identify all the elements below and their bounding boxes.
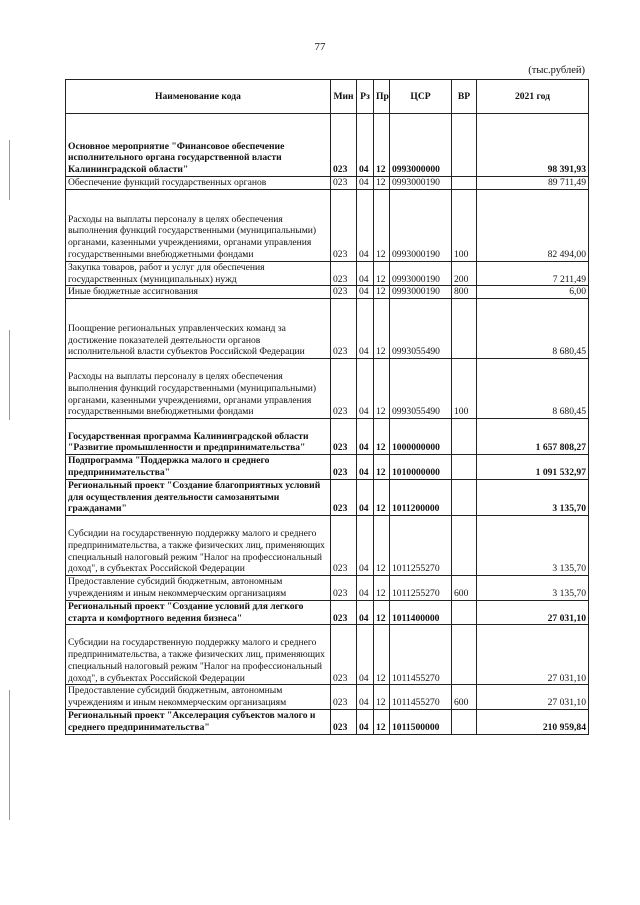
table-body bbox=[66, 114, 589, 735]
row-min-cell: 023 bbox=[331, 576, 357, 601]
table-row bbox=[66, 625, 589, 685]
row-min-cell: 023 bbox=[331, 177, 357, 190]
row-sum-cell: 27 031,10 bbox=[477, 600, 589, 625]
row-name-cell: Предоставление субсидий бюджетным, автономным учреждениям и иным некоммерческим организациям bbox=[66, 576, 331, 601]
table-row bbox=[66, 286, 589, 299]
row-name-cell: Субсидии на государственную поддержку малого и среднего предпринимательства, а также физических лиц, применяющих специальный налоговый режим "Налог на профессиональный доход", в субъектах Российской Федерации bbox=[66, 625, 331, 685]
table-row bbox=[66, 359, 589, 419]
row-min-cell: 023 bbox=[331, 685, 357, 710]
row-rz-cell: 04 bbox=[357, 177, 374, 190]
row-sum-cell: 27 031,10 bbox=[477, 625, 589, 685]
row-name-cell: Региональный проект "Акселерация субъектов малого и среднего предпринимательства" bbox=[66, 709, 331, 734]
row-sum-cell: 3 135,70 bbox=[477, 479, 589, 515]
row-csr-cell: 0993055490 bbox=[390, 299, 452, 359]
row-pr-cell: 12 bbox=[374, 685, 390, 710]
row-sum-cell: 89 711,49 bbox=[477, 177, 589, 190]
row-rz-cell: 04 bbox=[357, 299, 374, 359]
row-min-cell: 023 bbox=[331, 516, 357, 576]
row-pr-cell: 12 bbox=[374, 359, 390, 419]
row-csr-cell: 0993000000 bbox=[390, 114, 452, 177]
row-pr-cell: 12 bbox=[374, 286, 390, 299]
row-min-cell: 023 bbox=[331, 600, 357, 625]
header-name: Наименование кода bbox=[66, 80, 331, 114]
row-name-cell: Подпрограмма "Поддержка малого и среднего предпринимательства" bbox=[66, 455, 331, 480]
row-csr-cell: 0993055490 bbox=[390, 359, 452, 419]
row-sum-cell: 27 031,10 bbox=[477, 685, 589, 710]
table-row bbox=[66, 299, 589, 359]
row-csr-cell: 0993000190 bbox=[390, 286, 452, 299]
scan-margin-mark bbox=[9, 690, 10, 820]
row-rz-cell: 04 bbox=[357, 286, 374, 299]
row-rz-cell: 04 bbox=[357, 261, 374, 286]
row-csr-cell: 1011255270 bbox=[390, 516, 452, 576]
row-rz-cell: 04 bbox=[357, 359, 374, 419]
row-csr-cell: 1000000000 bbox=[390, 419, 452, 455]
row-sum-cell: 7 211,49 bbox=[477, 261, 589, 286]
row-vr-cell bbox=[452, 114, 477, 177]
row-pr-cell: 12 bbox=[374, 299, 390, 359]
row-pr-cell: 12 bbox=[374, 189, 390, 261]
row-name-cell: Региональный проект "Создание благоприятных условий для осуществления деятельности самозанятыми гражданами" bbox=[66, 479, 331, 515]
row-vr-cell bbox=[452, 419, 477, 455]
row-min-cell: 023 bbox=[331, 455, 357, 480]
row-name-cell: Иные бюджетные ассигнования bbox=[66, 286, 331, 299]
row-vr-cell: 800 bbox=[452, 286, 477, 299]
row-csr-cell: 1011400000 bbox=[390, 600, 452, 625]
row-csr-cell: 1011500000 bbox=[390, 709, 452, 734]
table-row bbox=[66, 600, 589, 625]
row-name-cell: Государственная программа Калининградской области "Развитие промышленности и предпринимательства" bbox=[66, 419, 331, 455]
row-rz-cell: 04 bbox=[357, 685, 374, 710]
page-number: 77 bbox=[314, 41, 326, 53]
header-pr: Пр bbox=[374, 80, 390, 114]
row-pr-cell: 12 bbox=[374, 625, 390, 685]
row-rz-cell: 04 bbox=[357, 455, 374, 480]
row-name-cell: Обеспечение функций государственных органов bbox=[66, 177, 331, 190]
budget-table bbox=[65, 79, 589, 735]
row-sum-cell: 210 959,84 bbox=[477, 709, 589, 734]
row-sum-cell: 1 091 532,97 bbox=[477, 455, 589, 480]
row-vr-cell: 600 bbox=[452, 576, 477, 601]
row-vr-cell bbox=[452, 625, 477, 685]
row-min-cell: 023 bbox=[331, 419, 357, 455]
table-row bbox=[66, 189, 589, 261]
row-name-cell: Предоставление субсидий бюджетным, автономным учреждениям и иным некоммерческим организациям bbox=[66, 685, 331, 710]
table-row bbox=[66, 455, 589, 480]
table-row bbox=[66, 177, 589, 190]
row-pr-cell: 12 bbox=[374, 455, 390, 480]
row-pr-cell: 12 bbox=[374, 600, 390, 625]
row-name-cell: Расходы на выплаты персоналу в целях обеспечения выполнения функций государственными (муниципальными) органами, казенными учреждениями, органами управления государственными внебюджетными фондами bbox=[66, 359, 331, 419]
table-row bbox=[66, 709, 589, 734]
row-csr-cell: 1011200000 bbox=[390, 479, 452, 515]
row-rz-cell: 04 bbox=[357, 479, 374, 515]
row-pr-cell: 12 bbox=[374, 419, 390, 455]
row-csr-cell: 0993000190 bbox=[390, 261, 452, 286]
scan-margin-mark bbox=[9, 330, 10, 420]
row-name-cell: Закупка товаров, работ и услуг для обеспечения государственных (муниципальных) нужд bbox=[66, 261, 331, 286]
row-min-cell: 023 bbox=[331, 625, 357, 685]
header-csr: ЦСР bbox=[390, 80, 452, 114]
row-rz-cell: 04 bbox=[357, 189, 374, 261]
scan-margin-mark bbox=[9, 140, 10, 200]
row-csr-cell: 1011255270 bbox=[390, 576, 452, 601]
row-name-cell: Основное мероприятие "Финансовое обеспечение исполнительного органа государственной власти Калининградской области" bbox=[66, 114, 331, 177]
row-name-cell: Субсидии на государственную поддержку малого и среднего предпринимательства, а также физических лиц, применяющих специальный налоговый режим "Налог на профессиональный доход", в субъектах Российской Федерации bbox=[66, 516, 331, 576]
row-vr-cell bbox=[452, 479, 477, 515]
row-csr-cell: 1011455270 bbox=[390, 685, 452, 710]
row-min-cell: 023 bbox=[331, 359, 357, 419]
row-rz-cell: 04 bbox=[357, 419, 374, 455]
table-row bbox=[66, 261, 589, 286]
row-sum-cell: 1 657 808,27 bbox=[477, 419, 589, 455]
row-pr-cell: 12 bbox=[374, 261, 390, 286]
row-csr-cell: 0993000190 bbox=[390, 177, 452, 190]
row-vr-cell bbox=[452, 177, 477, 190]
row-sum-cell: 6,00 bbox=[477, 286, 589, 299]
row-min-cell: 023 bbox=[331, 189, 357, 261]
row-sum-cell: 3 135,70 bbox=[477, 516, 589, 576]
row-rz-cell: 04 bbox=[357, 576, 374, 601]
header-year: 2021 год bbox=[477, 80, 589, 114]
row-sum-cell: 98 391,93 bbox=[477, 114, 589, 177]
table-row bbox=[66, 479, 589, 515]
row-rz-cell: 04 bbox=[357, 600, 374, 625]
row-pr-cell: 12 bbox=[374, 576, 390, 601]
row-min-cell: 023 bbox=[331, 299, 357, 359]
row-vr-cell bbox=[452, 600, 477, 625]
table-row bbox=[66, 419, 589, 455]
row-rz-cell: 04 bbox=[357, 516, 374, 576]
row-sum-cell: 8 680,45 bbox=[477, 299, 589, 359]
row-pr-cell: 12 bbox=[374, 177, 390, 190]
table-row bbox=[66, 114, 589, 177]
row-csr-cell: 0993000190 bbox=[390, 189, 452, 261]
row-csr-cell: 1011455270 bbox=[390, 625, 452, 685]
row-vr-cell: 600 bbox=[452, 685, 477, 710]
row-vr-cell: 100 bbox=[452, 189, 477, 261]
row-vr-cell bbox=[452, 709, 477, 734]
row-name-cell: Региональный проект "Создание условий для легкого старта и комфортного ведения бизнеса" bbox=[66, 600, 331, 625]
table-header-row bbox=[66, 80, 589, 114]
row-sum-cell: 82 494,00 bbox=[477, 189, 589, 261]
row-min-cell: 023 bbox=[331, 114, 357, 177]
row-csr-cell: 1010000000 bbox=[390, 455, 452, 480]
row-vr-cell: 200 bbox=[452, 261, 477, 286]
header-min: Мин bbox=[331, 80, 357, 114]
row-pr-cell: 12 bbox=[374, 114, 390, 177]
row-vr-cell bbox=[452, 299, 477, 359]
row-pr-cell: 12 bbox=[374, 709, 390, 734]
table-row bbox=[66, 576, 589, 601]
row-rz-cell: 04 bbox=[357, 114, 374, 177]
table-row bbox=[66, 516, 589, 576]
row-vr-cell: 100 bbox=[452, 359, 477, 419]
row-sum-cell: 8 680,45 bbox=[477, 359, 589, 419]
header-vr: ВР bbox=[452, 80, 477, 114]
table-row bbox=[66, 685, 589, 710]
row-rz-cell: 04 bbox=[357, 625, 374, 685]
row-vr-cell bbox=[452, 455, 477, 480]
row-sum-cell: 3 135,70 bbox=[477, 576, 589, 601]
row-min-cell: 023 bbox=[331, 261, 357, 286]
header-rz: Рз bbox=[357, 80, 374, 114]
row-min-cell: 023 bbox=[331, 479, 357, 515]
row-rz-cell: 04 bbox=[357, 709, 374, 734]
row-min-cell: 023 bbox=[331, 709, 357, 734]
row-min-cell: 023 bbox=[331, 286, 357, 299]
row-name-cell: Расходы на выплаты персоналу в целях обеспечения выполнения функций государственными (муниципальными) органами, казенными учреждениями, органами управления государственными внебюджетными фондами bbox=[66, 189, 331, 261]
units-label: (тыс.рублей) bbox=[528, 65, 585, 76]
row-pr-cell: 12 bbox=[374, 516, 390, 576]
row-name-cell: Поощрение региональных управленческих команд за достижение показателей деятельности органов исполнительной власти субъектов Российской Федерации bbox=[66, 299, 331, 359]
row-vr-cell bbox=[452, 516, 477, 576]
row-pr-cell: 12 bbox=[374, 479, 390, 515]
